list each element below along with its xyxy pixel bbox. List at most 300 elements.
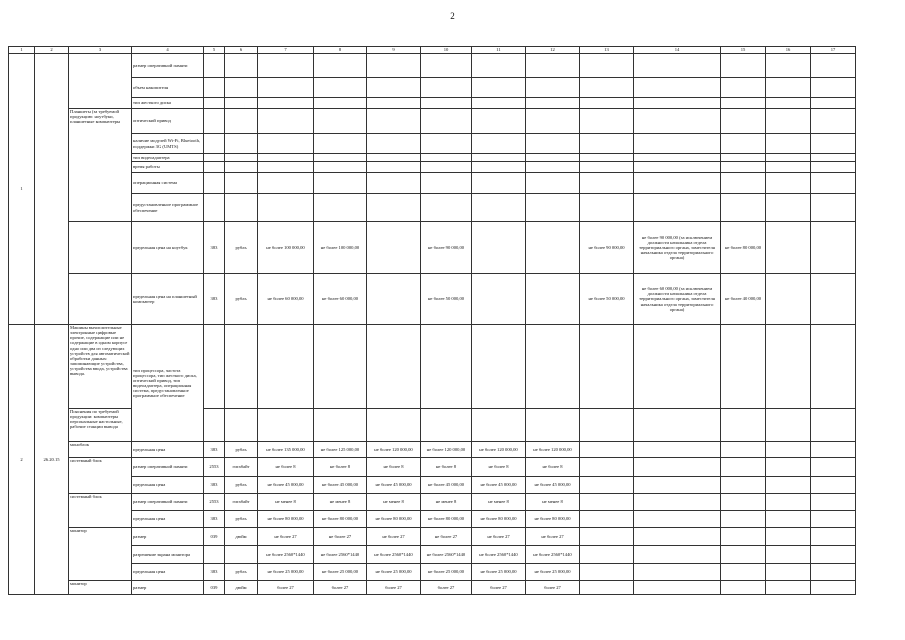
empty-cell (367, 274, 421, 325)
value-cell: не более 8 (421, 458, 472, 477)
empty-cell (580, 546, 634, 564)
value-cell: не более 80 000,00 (472, 511, 526, 528)
empty-cell (314, 109, 367, 134)
empty-cell (204, 98, 225, 109)
value-cell: не более 50 000,00 (421, 274, 472, 325)
empty-cell (314, 134, 367, 154)
empty-cell (421, 409, 472, 442)
empty-cell (811, 477, 856, 494)
empty-cell (526, 134, 580, 154)
empty-cell (258, 409, 314, 442)
empty-cell (634, 98, 721, 109)
characteristic-name: размер оперативной памяти (132, 494, 204, 511)
characteristic-name: размер (132, 581, 204, 595)
value-cell: не более 80 000,00 (367, 511, 421, 528)
empty-cell (634, 325, 721, 409)
empty-cell (766, 581, 811, 595)
empty-cell (721, 477, 766, 494)
empty-cell (367, 194, 421, 222)
col-num: 2 (35, 47, 69, 54)
table-row (9, 98, 856, 109)
empty-cell (421, 154, 472, 162)
value-cell: не более 60 000,00 (258, 274, 314, 325)
value-cell: не более 45 000,00 (472, 477, 526, 494)
characteristic-name: предельная цена на ноутбук (132, 222, 204, 274)
value-cell: не более 120 000,00 (472, 442, 526, 458)
empty-cell (634, 109, 721, 134)
empty-cell (472, 78, 526, 98)
col-num: 12 (526, 47, 580, 54)
empty-cell (526, 154, 580, 162)
empty-cell (811, 109, 856, 134)
product-description: Машины вычислительные электронные цифровые прочие, содержащие или не содержащие в одном корпусе одно или два из следующих устройств для автоматической обработки данных: запоминающие устройства, устройства ввода, устройства вывода. (69, 325, 132, 409)
empty-cell (580, 528, 634, 546)
characteristic-name: время работы (132, 162, 204, 173)
empty-cell (258, 109, 314, 134)
empty-cell (766, 194, 811, 222)
empty-cell (634, 154, 721, 162)
col-num: 11 (472, 47, 526, 54)
empty-cell (526, 78, 580, 98)
value-cell: не более 45 000,00 (367, 477, 421, 494)
empty-cell (580, 581, 634, 595)
empty-cell (766, 325, 811, 409)
unit-name: рубль (225, 222, 258, 274)
empty-cell (580, 162, 634, 173)
empty-cell (634, 477, 721, 494)
empty-cell (225, 98, 258, 109)
empty-cell (580, 494, 634, 511)
value-cell: не более 80 000,00 (258, 511, 314, 528)
unit-name: рубль (225, 564, 258, 581)
empty-cell (766, 511, 811, 528)
unit-name: рубль (225, 442, 258, 458)
value-cell: не более 45 000,00 (421, 477, 472, 494)
empty-cell (258, 325, 314, 409)
empty-cell (811, 564, 856, 581)
value-cell: не более 27 (314, 528, 367, 546)
empty-cell (367, 325, 421, 409)
okei-code: 383 (204, 564, 225, 581)
value-cell: не более 2560*1440 (367, 546, 421, 564)
empty-cell (367, 134, 421, 154)
empty-cell (766, 222, 811, 274)
empty-cell (721, 194, 766, 222)
empty-cell (314, 173, 367, 194)
okei-code: 2553 (204, 494, 225, 511)
empty-cell (811, 494, 856, 511)
okpd2-code: 26.20.15 (35, 325, 69, 595)
col-num: 4 (132, 47, 204, 54)
empty-cell (225, 109, 258, 134)
value-cell: не более 45 000,00 (258, 477, 314, 494)
value-cell: более 27 (472, 581, 526, 595)
empty-cell (225, 325, 258, 409)
empty-cell (634, 442, 721, 458)
empty-cell (721, 528, 766, 546)
empty-cell (204, 109, 225, 134)
empty-cell (811, 134, 856, 154)
empty-cell (634, 564, 721, 581)
empty-cell (580, 98, 634, 109)
product-description: Планшеты (за требуемой продукцию: ноутбуки, планшетные компьютеры (69, 109, 132, 222)
value-cell: не более 25 000,00 (314, 564, 367, 581)
empty-cell (634, 162, 721, 173)
product-note: Пояснения по требуемой продукции: компьютеры персональные настольные, рабочие станции вывода (69, 409, 132, 442)
value-cell: не более 27 (421, 528, 472, 546)
table-row (9, 274, 856, 325)
empty-cell (472, 274, 526, 325)
empty-cell (811, 162, 856, 173)
sub-product: системный блок (69, 458, 132, 494)
empty-cell (526, 109, 580, 134)
empty-cell (721, 458, 766, 477)
empty-cell (634, 581, 721, 595)
empty-cell (526, 173, 580, 194)
empty-cell (258, 154, 314, 162)
value-cell: не более 80 000,00 (421, 511, 472, 528)
value-cell: не менее 8 (421, 494, 472, 511)
empty-cell (421, 162, 472, 173)
unit-name: рубль (225, 511, 258, 528)
value-cell: не более 27 (472, 528, 526, 546)
value-cell: не более 60 000,00 (за исключением должности начальника отдела территориального органа, заместителя начальника отдела территориального органа) (634, 274, 721, 325)
value-cell: не более 120 000,00 (367, 442, 421, 458)
row-number: 1 (9, 54, 35, 325)
okei-code: 383 (204, 442, 225, 458)
empty-cell (225, 78, 258, 98)
empty-cell (526, 274, 580, 325)
empty-cell (472, 154, 526, 162)
empty-cell (766, 442, 811, 458)
value-cell: не более 27 (526, 528, 580, 546)
table-row (9, 162, 856, 173)
characteristic-name: наличие модулей Wi-Fi, Bluetooth, поддержки 3G (UMTS) (132, 134, 204, 154)
value-cell: не более 2560*1440 (526, 546, 580, 564)
empty-cell (204, 194, 225, 222)
empty-cell (766, 409, 811, 442)
characteristic-name: предустановленное программное обеспечение (132, 194, 204, 222)
value-cell: не более 80 000,00 (526, 511, 580, 528)
empty-cell (421, 78, 472, 98)
empty-cell (811, 78, 856, 98)
empty-cell (580, 78, 634, 98)
col-num: 9 (367, 47, 421, 54)
empty-cell (634, 528, 721, 546)
value-cell: не более 2560*1440 (314, 546, 367, 564)
value-cell: не более 80 000,00 (721, 222, 766, 274)
empty-cell (258, 134, 314, 154)
empty-cell (721, 409, 766, 442)
sub-product: монитор (69, 581, 132, 595)
empty-cell (811, 194, 856, 222)
empty-cell (526, 409, 580, 442)
value-cell: не более 2560*1440 (258, 546, 314, 564)
empty-cell (811, 173, 856, 194)
empty-cell (580, 54, 634, 78)
value-cell: не более 90 000,00 (за исключением должности начальника отдела территориального органа, заместителя начальника отдела территориального органа) (634, 222, 721, 274)
empty-cell (811, 511, 856, 528)
sub-product: моноблок (69, 442, 132, 458)
table-row (9, 511, 856, 528)
value-cell: не менее 8 (367, 494, 421, 511)
unit-name: рубль (225, 477, 258, 494)
spec-table (8, 46, 856, 595)
empty-cell (258, 78, 314, 98)
empty-cell (69, 54, 132, 109)
empty-cell (811, 98, 856, 109)
empty-cell (811, 409, 856, 442)
okei-code: 039 (204, 581, 225, 595)
empty-cell (634, 173, 721, 194)
characteristic-name: предельная цена (132, 564, 204, 581)
empty-cell (421, 109, 472, 134)
empty-cell (225, 54, 258, 78)
value-cell: не менее 8 (526, 494, 580, 511)
empty-cell (580, 409, 634, 442)
empty-cell (472, 109, 526, 134)
col-num: 17 (811, 47, 856, 54)
value-cell: не более 2560*1440 (472, 546, 526, 564)
empty-cell (811, 581, 856, 595)
col-num: 6 (225, 47, 258, 54)
empty-cell (526, 54, 580, 78)
table-row (9, 581, 856, 595)
empty-cell (580, 564, 634, 581)
empty-cell (225, 409, 258, 442)
okei-code (204, 546, 225, 564)
empty-cell (811, 325, 856, 409)
empty-cell (634, 458, 721, 477)
empty-cell (258, 194, 314, 222)
value-cell: не более 100 000,00 (258, 222, 314, 274)
empty-cell (314, 154, 367, 162)
page-number: 2 (450, 11, 455, 21)
value-cell: не более 120 000,00 (421, 442, 472, 458)
empty-cell (721, 325, 766, 409)
empty-cell (580, 325, 634, 409)
empty-cell (634, 511, 721, 528)
col-num: 8 (314, 47, 367, 54)
value-cell: не более 120 000,00 (526, 442, 580, 458)
empty-cell (721, 173, 766, 194)
empty-cell (204, 154, 225, 162)
empty-cell (634, 78, 721, 98)
empty-cell (258, 98, 314, 109)
empty-cell (766, 54, 811, 78)
okei-code: 383 (204, 511, 225, 528)
value-cell: не менее 8 (314, 494, 367, 511)
empty-cell (225, 154, 258, 162)
col-num: 15 (721, 47, 766, 54)
value-cell: не более 25 000,00 (421, 564, 472, 581)
empty-cell (580, 442, 634, 458)
empty-cell (526, 98, 580, 109)
value-cell: не более 100 000,00 (314, 222, 367, 274)
empty-cell (204, 409, 225, 442)
value-cell: не менее 8 (472, 494, 526, 511)
col-num: 13 (580, 47, 634, 54)
characteristic-name: тип жесткого диска (132, 98, 204, 109)
empty-cell (472, 409, 526, 442)
empty-cell (766, 546, 811, 564)
empty-cell (472, 54, 526, 78)
empty-cell (225, 162, 258, 173)
value-cell: более 27 (258, 581, 314, 595)
empty-cell (314, 54, 367, 78)
col-num: 16 (766, 47, 811, 54)
empty-cell (580, 511, 634, 528)
unit-name: дюйм (225, 581, 258, 595)
table-row (9, 458, 856, 477)
empty-cell (367, 78, 421, 98)
okei-code: 2553 (204, 458, 225, 477)
empty-cell (204, 325, 225, 409)
empty-cell (472, 98, 526, 109)
empty-cell (766, 528, 811, 546)
empty-cell (580, 154, 634, 162)
empty-cell (811, 274, 856, 325)
table-row (9, 564, 856, 581)
unit-name: гигабайт (225, 494, 258, 511)
value-cell: не более 45 000,00 (526, 477, 580, 494)
value-cell: не более 8 (367, 458, 421, 477)
value-cell: не менее 8 (258, 494, 314, 511)
unit-name: гигабайт (225, 458, 258, 477)
col-num: 1 (9, 47, 35, 54)
empty-cell (721, 134, 766, 154)
value-cell: не более 135 000,00 (258, 442, 314, 458)
empty-cell (69, 274, 132, 325)
characteristic-name: размер оперативной памяти (132, 458, 204, 477)
empty-cell (811, 546, 856, 564)
empty-cell (204, 173, 225, 194)
empty-cell (314, 325, 367, 409)
empty-cell (766, 274, 811, 325)
value-cell: не более 25 000,00 (258, 564, 314, 581)
empty-cell (721, 511, 766, 528)
empty-cell (811, 222, 856, 274)
empty-cell (766, 564, 811, 581)
unit-name: рубль (225, 274, 258, 325)
empty-cell (580, 134, 634, 154)
table-row (9, 109, 856, 134)
empty-cell (526, 194, 580, 222)
empty-cell (35, 54, 69, 325)
empty-cell (811, 54, 856, 78)
empty-cell (634, 546, 721, 564)
characteristic-name: операционная система (132, 173, 204, 194)
table-row (9, 477, 856, 494)
table-row (9, 78, 856, 98)
okei-code: 039 (204, 528, 225, 546)
empty-cell (367, 154, 421, 162)
value-cell: более 27 (421, 581, 472, 595)
empty-cell (580, 477, 634, 494)
col-num: 10 (421, 47, 472, 54)
value-cell: не более 90 000,00 (580, 222, 634, 274)
empty-cell (258, 162, 314, 173)
empty-cell (811, 458, 856, 477)
characteristic-name: размер (132, 528, 204, 546)
characteristic-list: тип процессора, частота процессора, тип жесткого диска, оптический привод, тип видеоадаптера, операционная система, предустановленное программное обеспечение (132, 325, 204, 442)
empty-cell (204, 78, 225, 98)
unit-name: дюйм (225, 528, 258, 546)
characteristic-name: разрешение экрана монитора (132, 546, 204, 564)
table-row (9, 154, 856, 162)
empty-cell (367, 409, 421, 442)
okei-code: 383 (204, 477, 225, 494)
value-cell: не более 125 000,00 (314, 442, 367, 458)
empty-cell (367, 162, 421, 173)
sub-product: системный блок (69, 494, 132, 528)
table-row (9, 442, 856, 458)
value-cell: не более 8 (526, 458, 580, 477)
value-cell: не более 27 (367, 528, 421, 546)
empty-cell (766, 458, 811, 477)
empty-cell (472, 222, 526, 274)
empty-cell (721, 581, 766, 595)
value-cell: не более 25 000,00 (526, 564, 580, 581)
empty-cell (314, 98, 367, 109)
empty-cell (766, 78, 811, 98)
empty-cell (472, 162, 526, 173)
empty-cell (367, 109, 421, 134)
value-cell: не более 90 000,00 (421, 222, 472, 274)
empty-cell (314, 78, 367, 98)
empty-cell (367, 98, 421, 109)
empty-cell (258, 54, 314, 78)
value-cell: не более 8 (314, 458, 367, 477)
empty-cell (811, 154, 856, 162)
col-num: 14 (634, 47, 721, 54)
table-row (9, 546, 856, 564)
empty-cell (721, 564, 766, 581)
value-cell: не более 8 (258, 458, 314, 477)
empty-cell (766, 494, 811, 511)
empty-cell (421, 194, 472, 222)
table-row (9, 325, 856, 409)
col-num: 3 (69, 47, 132, 54)
empty-cell (367, 173, 421, 194)
value-cell: более 27 (367, 581, 421, 595)
value-cell: не более 25 000,00 (472, 564, 526, 581)
empty-cell (204, 162, 225, 173)
empty-cell (721, 442, 766, 458)
value-cell: не более 25 000,00 (367, 564, 421, 581)
value-cell: не более 27 (258, 528, 314, 546)
empty-cell (421, 173, 472, 194)
empty-cell (580, 458, 634, 477)
value-cell: не более 8 (472, 458, 526, 477)
empty-cell (472, 325, 526, 409)
empty-cell (421, 54, 472, 78)
empty-cell (225, 134, 258, 154)
empty-cell (766, 173, 811, 194)
empty-cell (766, 162, 811, 173)
empty-cell (472, 194, 526, 222)
empty-cell (314, 409, 367, 442)
value-cell: не более 45 000,00 (314, 477, 367, 494)
empty-cell (367, 54, 421, 78)
empty-cell (225, 194, 258, 222)
table-row (9, 528, 856, 546)
empty-cell (721, 98, 766, 109)
unit-name (225, 546, 258, 564)
empty-cell (314, 162, 367, 173)
empty-cell (472, 134, 526, 154)
table-row (9, 54, 856, 78)
